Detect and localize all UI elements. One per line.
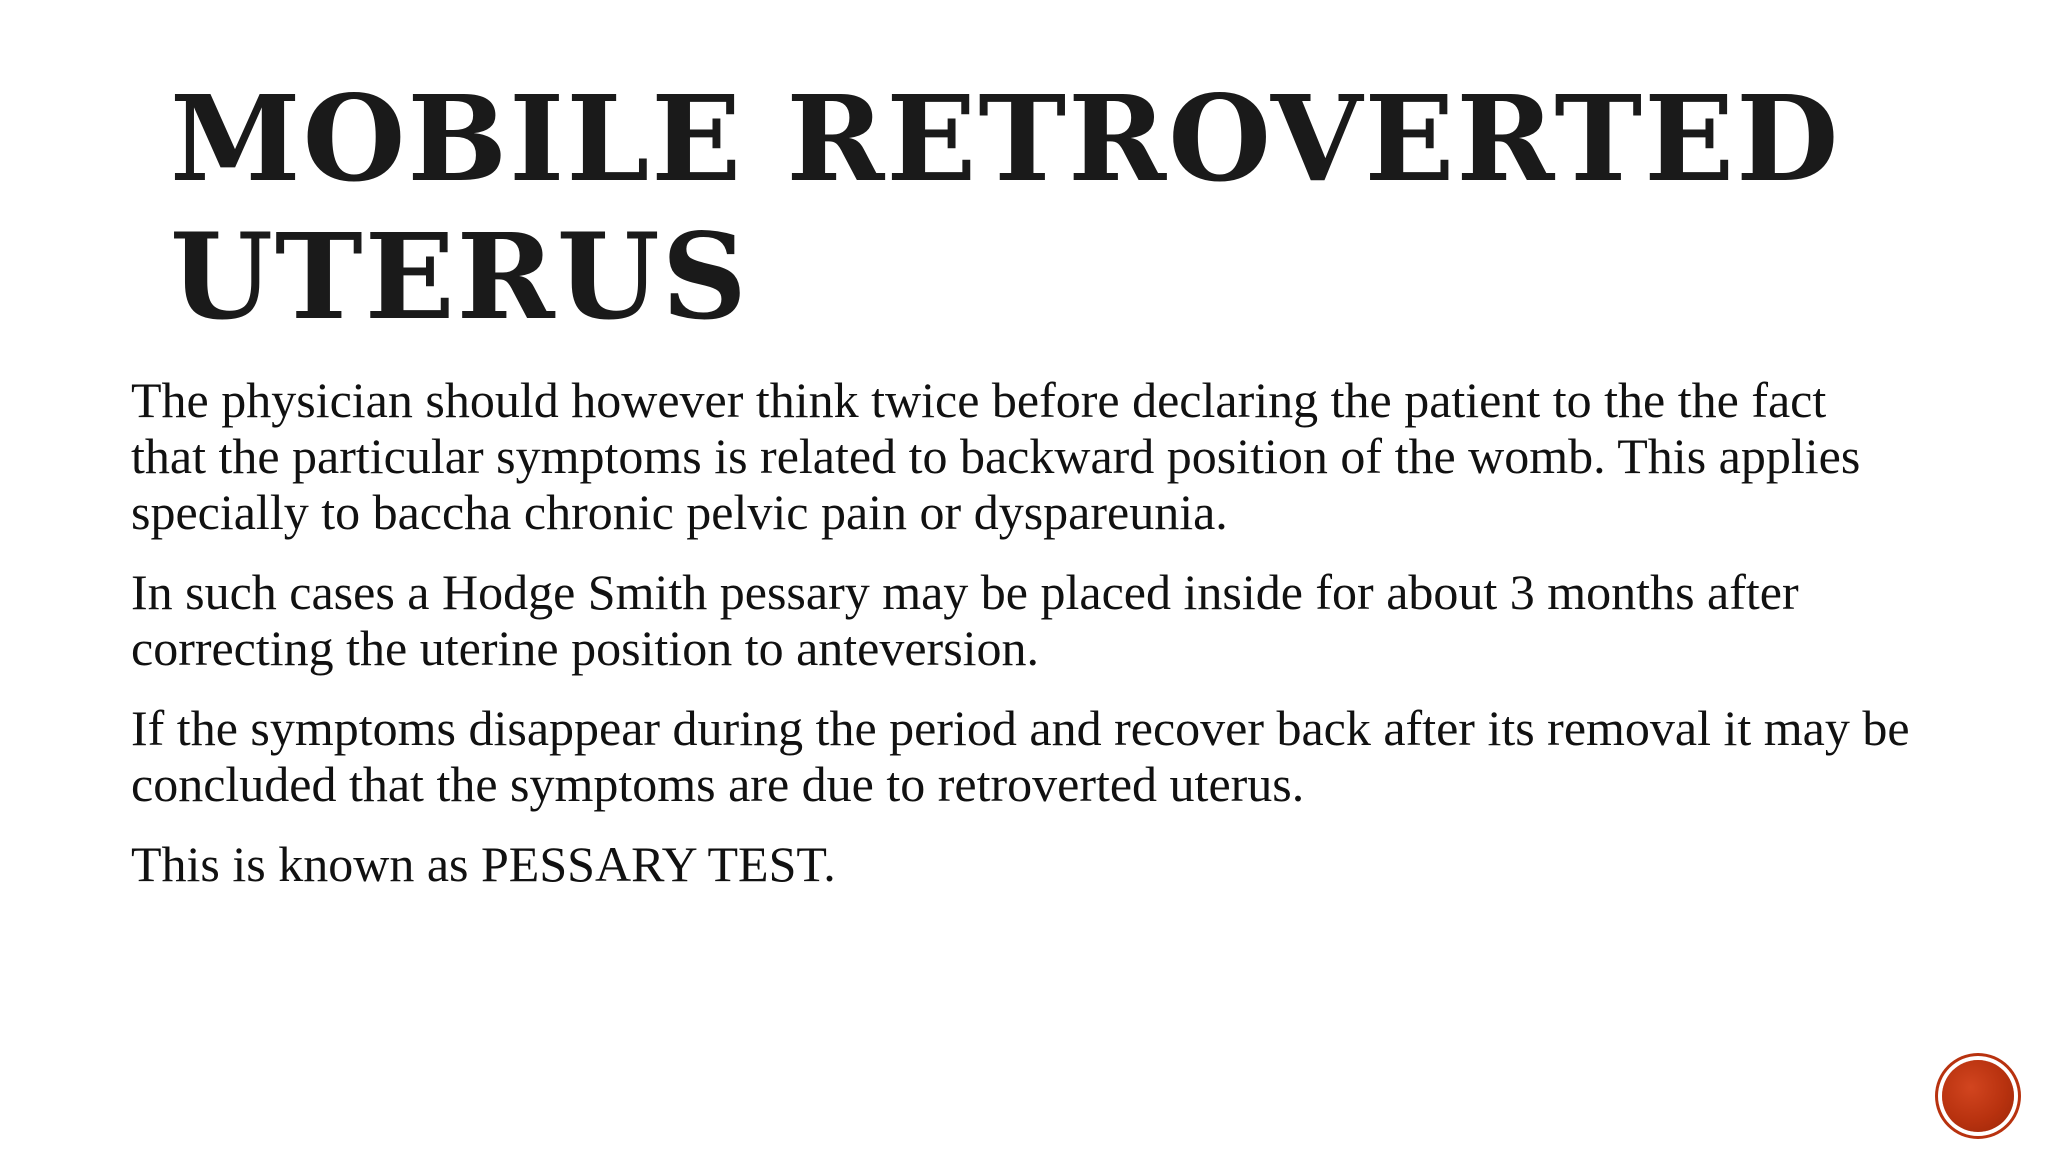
circle-button-icon[interactable] [1942,1060,2014,1132]
paragraph-1: The physician should however think twice before declaring the patient to the the fact that the particular symptoms is related to backward position of the womb. This applies specially to baccha chronic pelvic pain or dyspareunia. [131,372,1861,540]
paragraph-4: This is known as PESSARY TEST. [131,836,836,892]
paragraph-3: If the symptoms disappear during the period and recover back after its removal it may be concluded that the symptoms are due to retroverted uterus. [131,700,1910,812]
title-line-2: UTERUS [170,207,749,346]
title-line-1: MOBILE RETROVERTED [170,69,1841,208]
slide-title [170,70,1870,346]
paragraph-2: In such cases a Hodge Smith pessary may be placed inside for about 3 months after correcting the uterine position to anteversion. [131,564,1799,676]
slide-body [131,372,1911,916]
